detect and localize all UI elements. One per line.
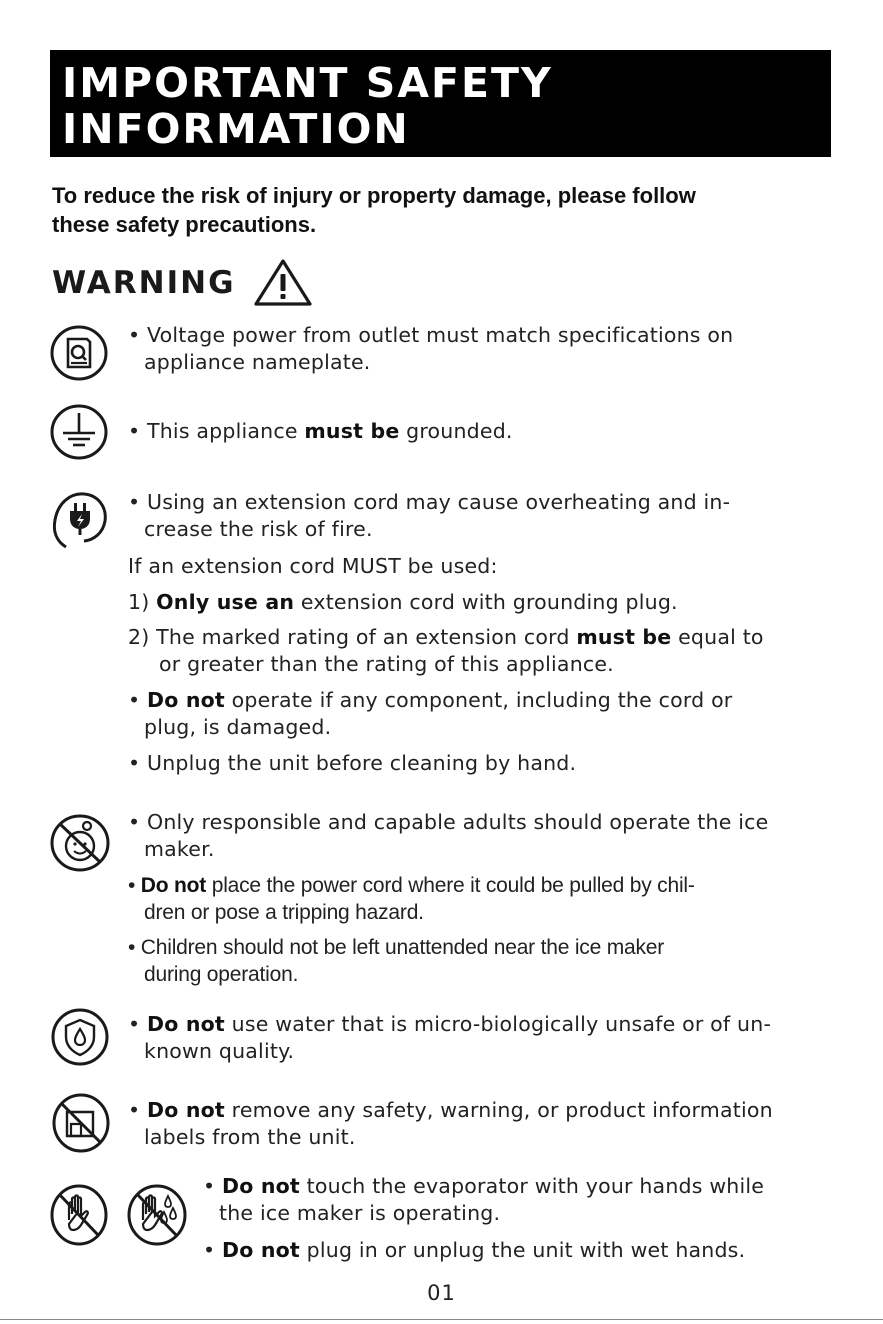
unplug-warning: • Unplug the unit before cleaning by hand. [128, 751, 577, 775]
cord-children-warning [128, 872, 695, 926]
extension-if-used: If an extension cord MUST be used: [128, 554, 498, 578]
damaged-bold: Do not [147, 688, 225, 712]
voltage-warning [128, 322, 733, 376]
extension-rule-1 [128, 589, 678, 616]
rule2-bold: must be [576, 625, 672, 649]
ground-bold: must be [304, 419, 400, 443]
labels-bold: Do not [147, 1098, 225, 1122]
no-remove-label-icon [51, 1092, 111, 1154]
damaged-post: operate if any component, including the cord or [224, 688, 733, 712]
water-bold: Do not [147, 1012, 225, 1036]
wet-hands-pre: • [203, 1238, 223, 1262]
evaporator-post: touch the evaporator with your hands while [299, 1174, 765, 1198]
water-line-2: known quality. [144, 1039, 295, 1063]
intro-line-1: To reduce the risk of injury or property damage, please follow [52, 183, 696, 208]
warning-heading [52, 258, 314, 308]
ground-post: grounded. [399, 419, 513, 443]
ground-warning [128, 418, 513, 445]
labels-pre: • [128, 1098, 148, 1122]
extension-line-1: • Using an extension cord may cause overheating and in- [128, 490, 731, 514]
no-wet-hands-icon [126, 1182, 188, 1248]
labels-line-2: labels from the unit. [144, 1125, 356, 1149]
title-banner [50, 50, 831, 157]
nameplate-icon [49, 324, 109, 382]
labels-warning [128, 1097, 773, 1151]
water-pre: • [128, 1012, 148, 1036]
unattended-line-1: • Children should not be left unattended near the ice maker [128, 936, 665, 959]
warning-label: WARNING [52, 265, 236, 301]
adults-line-2: maker. [144, 837, 215, 861]
title-line-2: INFORMATION [62, 105, 410, 153]
wet-hands-warning [203, 1237, 745, 1264]
rule2-post: equal to [671, 625, 764, 649]
ground-symbol-icon [49, 403, 109, 461]
evaporator-line-2: the ice maker is operating. [219, 1201, 501, 1225]
voltage-line-2: appliance nameplate. [144, 350, 371, 374]
extension-line-2: crease the risk of fire. [144, 517, 373, 541]
water-safety-icon [50, 1007, 110, 1067]
rule2-pre: 2) The marked rating of an extension cord [128, 625, 577, 649]
adults-line-1: • Only responsible and capable adults should operate the ice [128, 810, 769, 834]
cord-children-post: place the power cord where it could be pulled by chil- [206, 874, 695, 897]
intro-text [52, 181, 832, 239]
title-line-1: IMPORTANT SAFETY [62, 59, 553, 107]
wet-hands-post: plug in or unplug the unit with wet hands. [299, 1238, 746, 1262]
rule1-pre: 1) [128, 590, 157, 614]
rule2-line-2: or greater than the rating of this appliance. [159, 652, 614, 676]
extension-warning [128, 489, 730, 543]
cord-children-pre: • [128, 874, 141, 897]
rule1-bold: Only use an [156, 590, 295, 614]
damaged-pre: • [128, 688, 148, 712]
voltage-line-1: • Voltage power from outlet must match specifications on [128, 323, 734, 347]
water-warning [128, 1011, 771, 1065]
adults-warning [128, 809, 768, 863]
power-plug-icon [50, 487, 110, 553]
bottom-divider [0, 1319, 883, 1320]
cord-children-bold: Do not [140, 874, 207, 897]
intro-line-2: these safety precautions. [52, 212, 317, 237]
warning-triangle-icon [252, 258, 314, 308]
evaporator-warning [203, 1173, 764, 1227]
wet-hands-bold: Do not [222, 1238, 300, 1262]
extension-rule-2 [128, 624, 764, 678]
evaporator-bold: Do not [222, 1174, 300, 1198]
damaged-line-2: plug, is damaged. [144, 715, 332, 739]
ground-pre: • This appliance [128, 419, 305, 443]
rule1-post: extension cord with grounding plug. [294, 590, 678, 614]
cord-children-line-2: dren or pose a tripping hazard. [144, 901, 424, 924]
no-children-icon [49, 813, 111, 873]
labels-post: remove any safety, warning, or product information [224, 1098, 773, 1122]
unattended-line-2: during operation. [144, 963, 299, 986]
page-number: 01 [427, 1281, 456, 1305]
water-post: use water that is micro-biologically unsafe or of un- [224, 1012, 772, 1036]
evaporator-pre: • [203, 1174, 223, 1198]
damaged-warning [128, 687, 732, 741]
no-touch-hand-icon [49, 1182, 109, 1248]
unattended-warning [128, 934, 664, 988]
